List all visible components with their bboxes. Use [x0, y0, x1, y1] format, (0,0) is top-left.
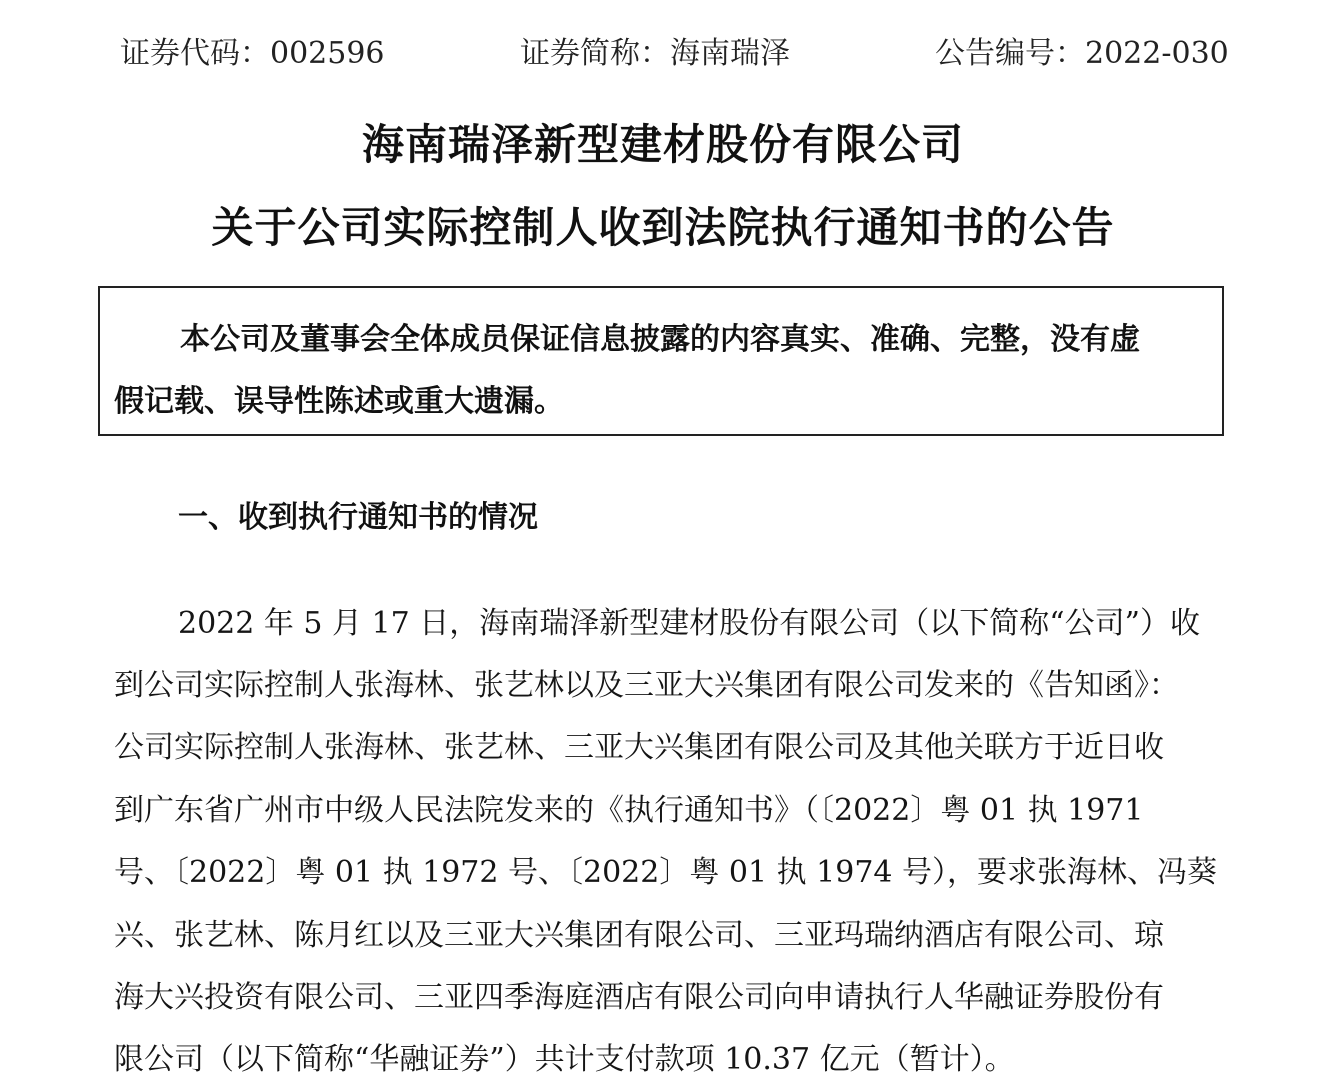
paragraph-line: 海大兴投资有限公司、三亚四季海庭酒店有限公司向申请执行人华融证券股份有: [114, 980, 1164, 1015]
paragraph-line: 到公司实际控制人张海林、张艺林以及三亚大兴集团有限公司发来的《告知函》：: [114, 668, 1179, 703]
disclaimer-line: 本公司及董事会全体成员保证信息披露的内容真实、准确、完整，没有虚: [180, 322, 1140, 357]
stock-name: 证券简称：海南瑞泽: [520, 36, 790, 71]
paragraph-line: 公司实际控制人张海林、张艺林、三亚大兴集团有限公司及其他关联方于近日收: [114, 730, 1164, 765]
section-heading: 一、收到执行通知书的情况: [178, 500, 538, 535]
company-title: 海南瑞泽新型建材股份有限公司: [361, 120, 964, 169]
notice-number: 公告编号：2022-030: [935, 36, 1229, 71]
paragraph-line: 限公司（以下简称“华融证券”）共计支付款项 10.37 亿元（暂计）。: [114, 1042, 1015, 1077]
paragraph-line: 兴、张艺林、陈月红以及三亚大兴集团有限公司、三亚玛瑞纳酒店有限公司、琼: [114, 918, 1164, 953]
paragraph-line: 号、〔2022〕粤 01 执 1972 号、〔2022〕粤 01 执 1974 号），要求张海林、冯葵: [114, 855, 1218, 890]
paragraph-line: 到广东省广州市中级人民法院发来的《执行通知书》（〔2022〕粤 01 执 1971: [114, 793, 1144, 828]
announcement-title: 关于公司实际控制人收到法院执行通知书的公告: [211, 203, 1115, 252]
paragraph-line: 2022 年 5 月 17 日，海南瑞泽新型建材股份有限公司（以下简称“公司”）收: [178, 606, 1200, 641]
disclaimer-line: 假记载、误导性陈述或重大遗漏。: [114, 384, 564, 419]
stock-code: 证券代码：002596: [120, 36, 385, 71]
disclaimer-box: [98, 286, 1224, 436]
document-header: [0, 22, 1326, 72]
